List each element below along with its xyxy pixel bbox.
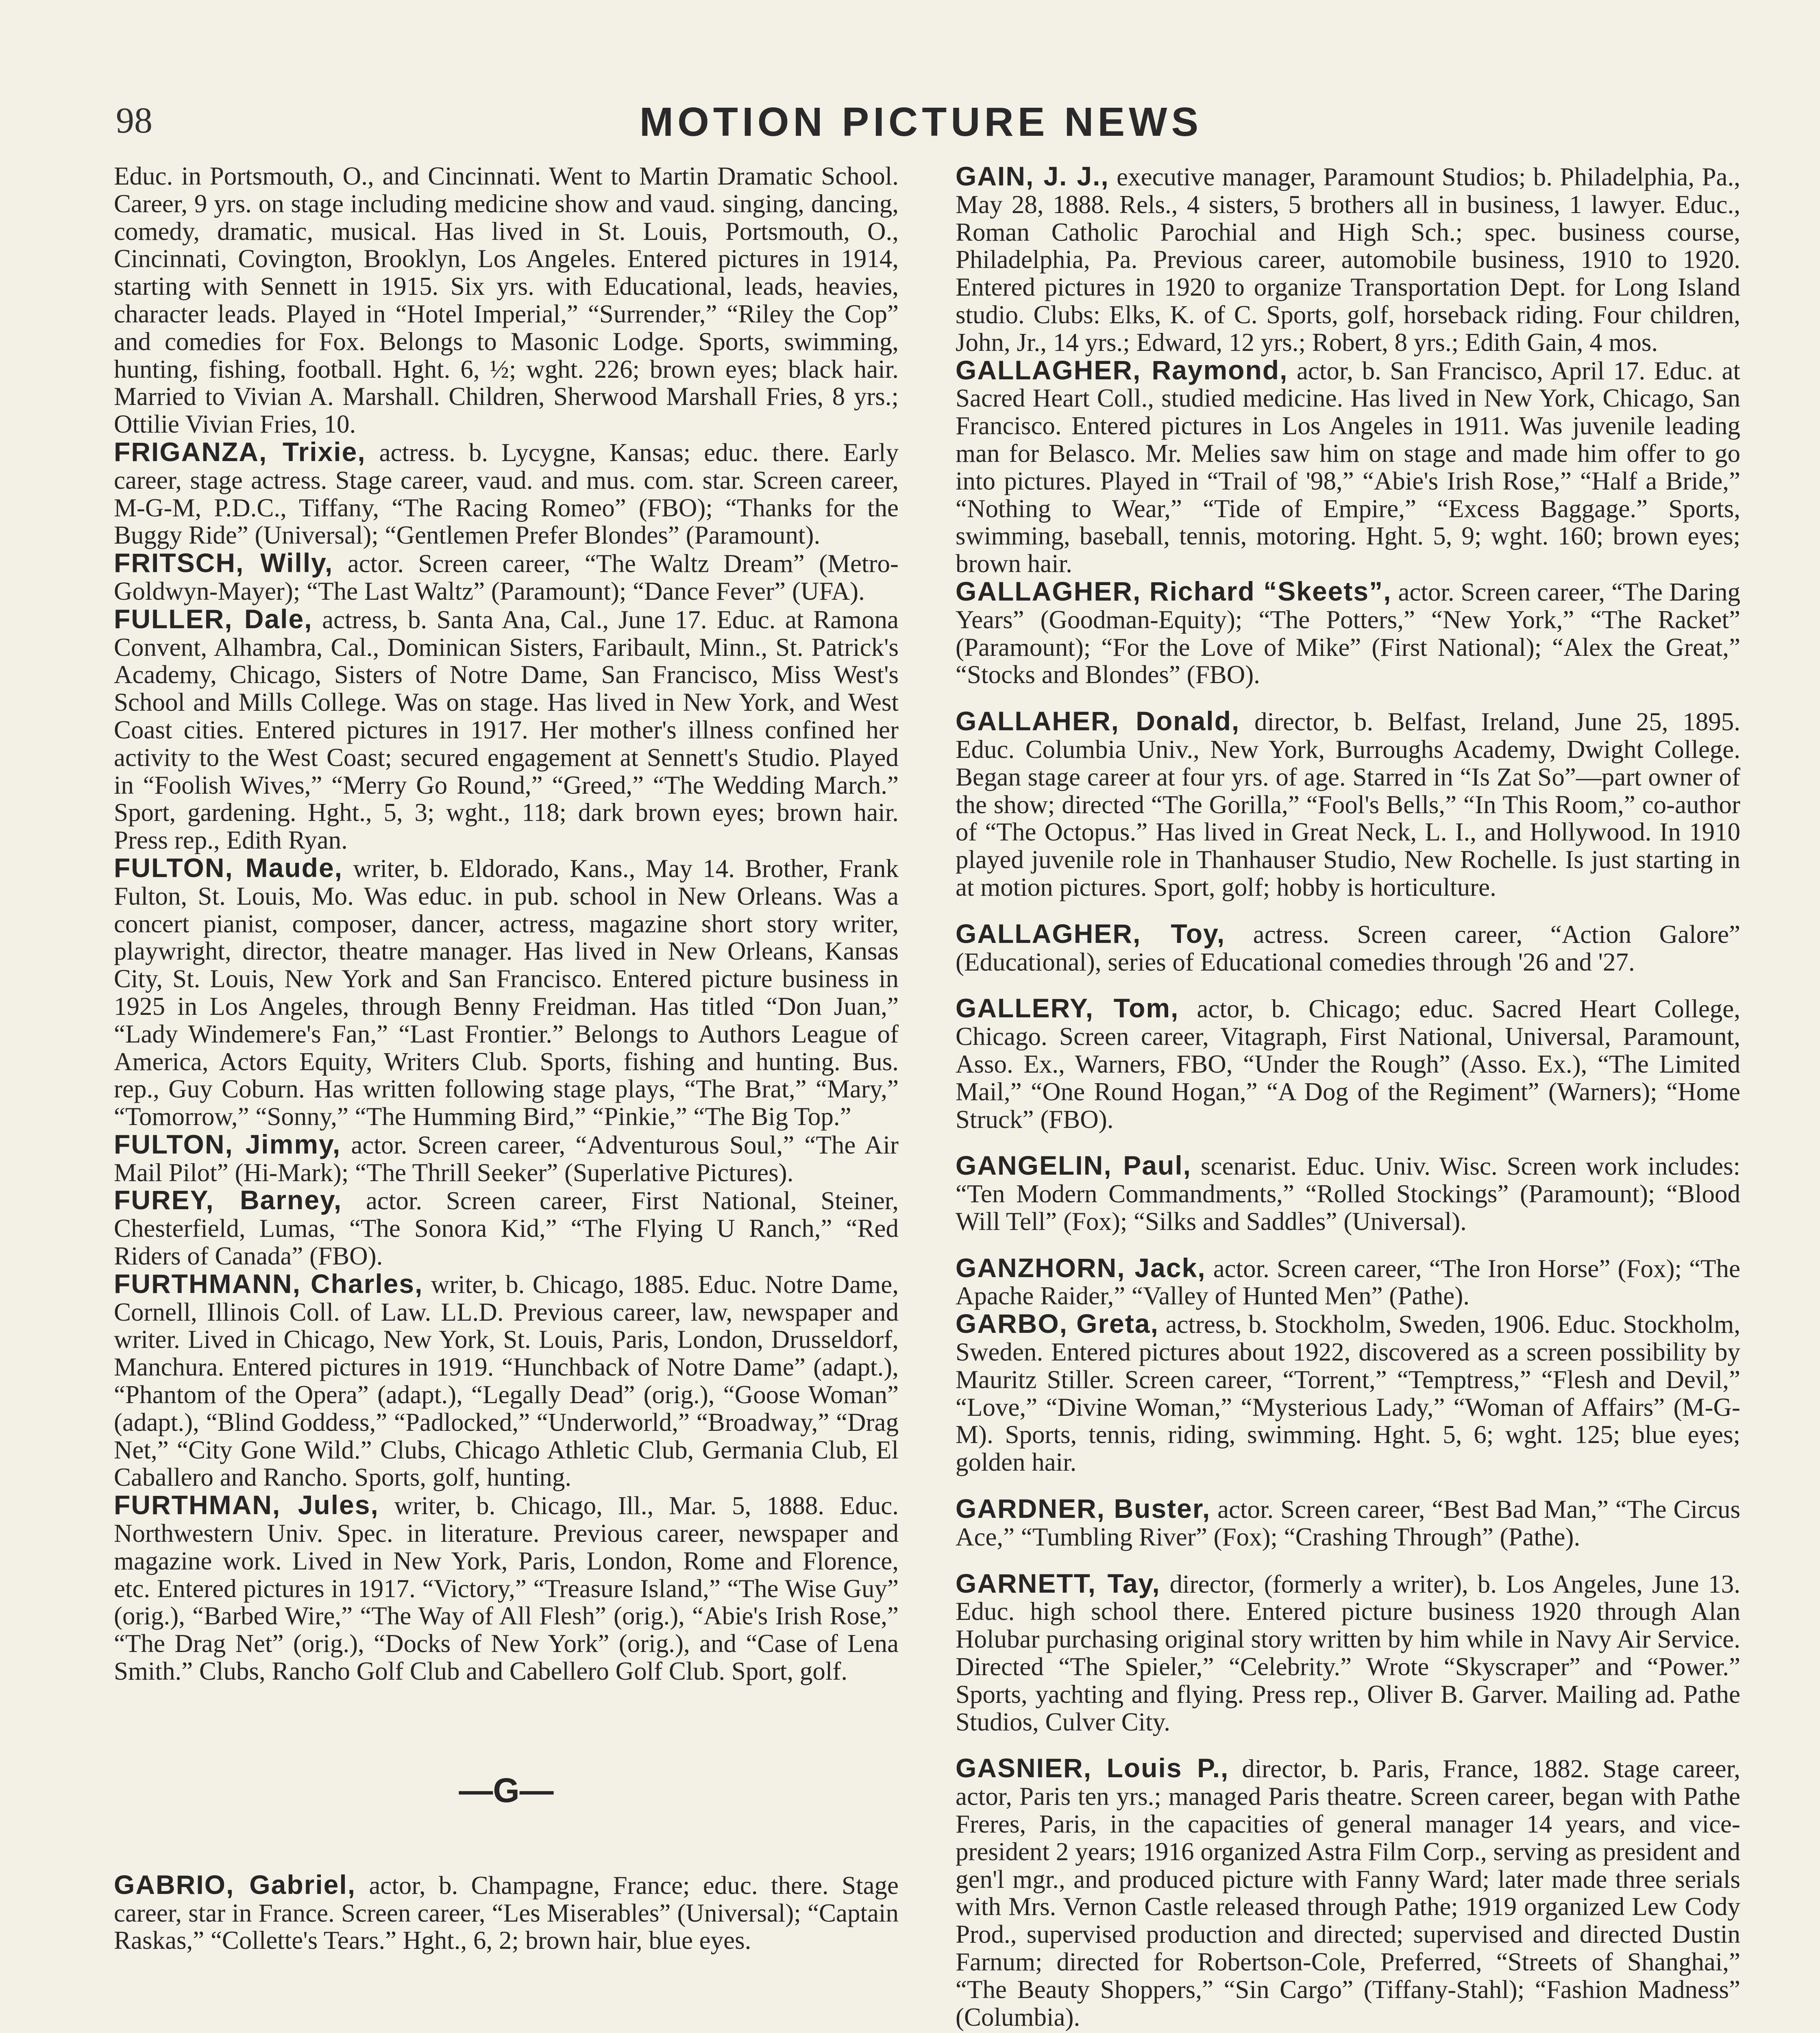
biography-entry xyxy=(956,357,1740,578)
entry-name: GALLAGHER, Richard “Skeets”, xyxy=(956,576,1392,606)
biography-entry xyxy=(956,1152,1740,1235)
biography-entry xyxy=(956,995,1740,1133)
entry-name: GALLAHER, Donald, xyxy=(956,706,1240,736)
section-letter-g: —G— xyxy=(459,1771,554,1809)
running-title: MOTION PICTURE NEWS xyxy=(639,99,1203,145)
biography-entry xyxy=(114,1491,899,1685)
entry-text: director, b. Belfast, Ireland, June 25, 1895. Educ. Columbia Univ., New York, Burroughs Academy, Dwight College. Began stage career at four yrs. of age. Starred in “Is Zat So”—part owner of the show; directed “The Gorilla,” “Fool's Bells,” “In This Room,” co-author of “The Octopus.” Has lived in Great Neck, L. I., and Hollywood. In 1910 played juvenile role in Thanhauser Studio, New Rochelle. Is just starting in at motion pictures. Sport, golf; hobby is horticulture. xyxy=(956,707,1740,901)
entry-text: Educ. in Portsmouth, O., and Cincinnati. Went to Martin Dramatic School. Career, 9 yrs. on stage including medicine show and vaud. singing, dancing, comedy, dramatic, musical. Has lived in St. Louis, Portsmouth, O., Cincinnati, Covington, Brooklyn, Los Angeles. Entered pictures in 1914, starting with Sennett in 1915. Six yrs. with Educational, leads, heavies, character leads. Played in “Hotel Imperial,” “Surrender,” “Riley the Cop” and comedies for Fox. Belongs to Masonic Lodge. Sports, swimming, hunting, fishing, football. Hght. 6, ½; wght. 226; brown eyes; black hair. Married to Vivian A. Marshall. Children, Sherwood Marshall Fries, 8 yrs.; Ottilie Vivian Fries, 10. xyxy=(114,163,899,439)
biography-entry xyxy=(114,1871,899,1955)
entry-name: GALLAGHER, Toy, xyxy=(956,918,1226,949)
entry-text: director, (formerly a writer), b. Los Angeles, June 13. Educ. high school there. Entered picture business 1920 through Alan Holubar purchasing original story written by him while in Navy Air Service. Directed “The Spieler,” “Celebrity.” Wrote “Skyscraper” and “Power.” Sports, yachting and flying. Press rep., Oliver B. Garver. Mailing ad. Pathe Studios, Culver City. xyxy=(956,1569,1740,1736)
entry-name: FULLER, Dale, xyxy=(114,603,313,634)
entry-name: FUREY, Barney, xyxy=(114,1185,342,1215)
entry-text: actor, b. San Francisco, April 17. Educ. at Sacred Heart Coll., studied medicine. Has lived in New York, Chicago, San Francisco. Entered pictures in Los Angeles in 1911. Was juvenile leading man for Belasco. Mr. Melies saw him on stage and made him offer to go into pictures. Played in “Trail of '98,” “Abie's Irish Rose,” “Half a Bride,” “Nothing to Wear,” “Tide of Empire,” “Excess Baggage.” Sports, swimming, baseball, tennis, motoring. Hght. 5, 9; wght. 160; brown eyes; brown hair. xyxy=(956,356,1740,578)
entry-text: actress. Screen career, “Action Galore” (Educational), series of Educational comedies through '26 and '27. xyxy=(956,920,1740,976)
entry-name: GASNIER, Louis P., xyxy=(956,1753,1229,1783)
page-number: 98 xyxy=(116,100,152,141)
entry-name: GABRIO, Gabriel, xyxy=(114,1869,356,1900)
entry-text: actor. Screen career, “The Iron Horse” (Fox); “The Apache Raider,” “Valley of Hunted Men” (Pathe). xyxy=(956,1254,1740,1310)
entry-text: actor. Screen career, “The Waltz Dream” (Metro-Goldwyn-Mayer); “The Last Waltz” (Paramount); “Dance Fever” (UFA). xyxy=(114,549,899,605)
biography-entry xyxy=(956,920,1740,976)
entry-name: GANGELIN, Paul, xyxy=(956,1150,1191,1181)
entry-name: FURTHMAN, Jules, xyxy=(114,1490,379,1520)
biography-entry xyxy=(956,578,1740,689)
entry-text: actor, b. Champagne, France; educ. there. Stage career, star in France. Screen career, “Les Miserables” (Universal); “Captain Raskas,” “Collette's Tears.” Hght., 6, 2; brown hair, blue eyes. xyxy=(114,1871,899,1955)
entry-name: GALLERY, Tom, xyxy=(956,993,1179,1023)
biography-entry xyxy=(956,707,1740,901)
right-column xyxy=(956,163,1740,2033)
biography-entry xyxy=(114,163,899,438)
entry-name: GARDNER, Buster, xyxy=(956,1493,1211,1524)
biography-entry xyxy=(956,1310,1740,1476)
biography-entry xyxy=(114,438,899,549)
entry-name: FULTON, Maude, xyxy=(114,852,343,883)
entry-text: writer, b. Chicago, Ill., Mar. 5, 1888. Educ. Northwestern Univ. Spec. in literature. Previous career, newspaper and magazine work. Lived in New York, Paris, London, Rome and Florence, etc. Entered pictures in 1917. “Victory,” “Treasure Island,” “The Wise Guy” (orig.), “Barbed Wire,” “The Way of All Flesh” (orig.), “Abie's Irish Rose,” “The Drag Net” (orig.), “Docks of New York” (orig.), and “Case of Lena Smith.” Clubs, Rancho Golf Club and Cabellero Golf Club. Sport, golf. xyxy=(114,1491,899,1686)
entry-text: writer, b. Chicago, 1885. Educ. Notre Dame, Cornell, Illinois Coll. of Law. LL.D. Previous career, law, newspaper and writer. Lived in Chicago, New York, St. Louis, Paris, London, Drusseldorf, Manchura. Entered pictures in 1919. “Hunchback of Notre Dame” (adapt.), “Phantom of the Opera” (adapt.), “Legally Dead” (orig.), “Goose Woman” (adapt.), “Blind Goddess,” “Padlocked,” “Underworld,” “Broadway,” “Drag Net,” “City Gone Wild.” Clubs, Chicago Athletic Club, Germania Club, El Caballero and Rancho. Sports, golf, hunting. xyxy=(114,1270,899,1492)
entry-name: GALLAGHER, Raymond, xyxy=(956,355,1288,385)
entry-name: GARBO, Greta, xyxy=(956,1308,1159,1339)
entry-text: actor, b. Chicago; educ. Sacred Heart College, Chicago. Screen career, Vitagraph, First National, Universal, Paramount, Asso. Ex., Warners, FBO, “Under the Rough” (Asso. Ex.), “The Limited Mail,” “One Round Hogan,” “A Dog of the Regiment” (Warners); “Home Struck” (FBO). xyxy=(956,995,1740,1134)
right-entries xyxy=(956,163,1740,2031)
entry-name: GAIN, J. J., xyxy=(956,163,1109,191)
biography-entry xyxy=(114,1131,899,1187)
biography-entry xyxy=(956,1495,1740,1551)
entry-text: actress, b. Santa Ana, Cal., June 17. Educ. at Ramona Convent, Alhambra, Cal., Dominican Sisters, Faribault, Minn., St. Patrick's Academy, Chicago, Sisters of Notre Dame, San Francisco, Miss West's School and Mills College. Was on stage. Has lived in New York, and West Coast cities. Entered pictures in 1917. Her mother's illness confined her activity to the West Coast; secured engagement at Sennett's Studio. Played in “Foolish Wives,” “Merry Go Round,” “Greed,” “The Wedding March.” Sport, gardening. Hght., 5, 3; wght., 118; dark brown eyes; brown hair. Press rep., Edith Ryan. xyxy=(114,605,899,855)
left-column xyxy=(114,163,899,2033)
biography-entry xyxy=(114,549,899,605)
entry-name: FRIGANZA, Trixie, xyxy=(114,436,366,467)
entry-text: actor. Screen career, “The Daring Years” (Goodman-Equity); “The Potters,” “New York,” “The Racket” (Paramount); “For the Love of Mike” (First National); “Alex the Great,” “Stocks and Blondes” (FBO). xyxy=(956,577,1740,689)
left-entries xyxy=(114,163,899,1685)
biography-entry xyxy=(956,1570,1740,1736)
entry-name: FRITSCH, Willy, xyxy=(114,548,333,578)
left-entries-after xyxy=(114,1871,899,1955)
entry-text: scenarist. Educ. Univ. Wisc. Screen work includes: “Ten Modern Commandments,” “Rolled Stockings” (Paramount); “Blood Will Tell” (Fox); “Silks and Saddles” (Universal). xyxy=(956,1152,1740,1236)
entry-name: FULTON, Jimmy, xyxy=(114,1129,341,1159)
entry-name: GARNETT, Tay, xyxy=(956,1568,1160,1598)
entry-name: GANZHORN, Jack, xyxy=(956,1252,1206,1283)
entry-name: FURTHMANN, Charles, xyxy=(114,1268,423,1299)
entry-text: actor. Screen career, “Adventurous Soul,” “The Air Mail Pilot” (Hi-Mark); “The Thrill Seeker” (Superlative Pictures). xyxy=(114,1130,899,1187)
biography-entry xyxy=(114,605,899,854)
biography-entry xyxy=(956,163,1740,357)
entry-text: writer, b. Eldorado, Kans., May 14. Brother, Frank Fulton, St. Louis, Mo. Was educ. in pub. school in New Orleans. Was a concert pianist, composer, dancer, actress, magazine short story writer, playwright, director, theatre manager. Has lived in New Orleans, Kansas City, St. Louis, New York and San Francisco. Entered picture business in 1925 in Los Angeles, through Benny Freidman. Has titled “Don Juan,” “Lady Windemere's Fan,” “Last Frontier.” Belongs to Authors League of America, Actors Equity, Writers Club. Sports, fishing and hunting. Bus. rep., Guy Coburn. Has written following stage plays, “The Brat,” “Mary,” “Tomorrow,” “Sonny,” “The Humming Bird,” “Pinkie,” “The Big Top.” xyxy=(114,854,899,1131)
biography-entry xyxy=(114,1186,899,1270)
entry-text: actor. Screen career, “Best Bad Man,” “The Circus Ace,” “Tumbling River” (Fox); “Crashing Through” (Pathe). xyxy=(956,1495,1740,1551)
entry-text: actor. Screen career, First National, Steiner, Chesterfield, Lumas, “The Sonora Kid,” “The Flying U Ranch,” “Red Riders of Canada” (FBO). xyxy=(114,1186,899,1271)
entry-text: actress. b. Lycygne, Kansas; educ. there. Early career, stage actress. Stage career, vaud. and mus. com. star. Screen career, M-G-M, P.D.C., Tiffany, “The Racing Romeo” (FBO); “Thanks for the Buggy Ride” (Universal); “Gentlemen Prefer Blondes” (Paramount). xyxy=(114,438,899,550)
entry-text: director, b. Paris, France, 1882. Stage career, actor, Paris ten yrs.; managed Paris theatre. Screen career, began with Pathe Freres, Paris, in the capacities of general manager 14 years, and vice-president 2 years; 1916 organized Astra Film Corp., serving as president and gen'l mgr., and produced picture with Fanny Ward; later made three serials with Mrs. Vernon Castle released through Pathe; 1919 organized Lew Cody Prod., supervised production and directed; supervised and directed Dustin Farnum; directed for Robertson-Cole, Preferred, “Streets of Shanghai,” “The Beauty Shoppers,” “Sin Cargo” (Tiffany-Stahl); “Fashion Madness” (Columbia). xyxy=(956,1754,1740,2031)
biography-entry xyxy=(114,854,899,1131)
entry-text: executive manager, Paramount Studios; b. Philadelphia, Pa., May 28, 1888. Rels., 4 sisters, 5 brothers all in business, 1 lawyer. Educ., Roman Catholic Parochial and High Sch.; spec. business course, Philadelphia, Pa. Previous career, automobile business, 1910 to 1920. Entered pictures in 1920 to organize Transportation Dept. for Long Island studio. Clubs: Elks, K. of C. Sports, golf, horseback riding. Four children, John, Jr., 14 yrs.; Edward, 12 yrs.; Robert, 8 yrs.; Edith Gain, 4 mos. xyxy=(956,163,1740,357)
entry-text: actress, b. Stockholm, Sweden, 1906. Educ. Stockholm, Sweden. Entered pictures about 1922, discovered as a screen possibility by Mauritz Stiller. Screen career, “Torrent,” “Temptress,” “Flesh and Devil,” “Love,” “Divine Woman,” “Mysterious Lady,” “Woman of Affairs” (M-G-M). Sports, tennis, riding, swimming. Hght. 5, 6; wght. 125; blue eyes; golden hair. xyxy=(956,1310,1740,1477)
biography-entry xyxy=(956,1254,1740,1310)
biography-entry xyxy=(956,1754,1740,2031)
biography-entry xyxy=(114,1270,899,1491)
page-header xyxy=(116,96,1726,152)
